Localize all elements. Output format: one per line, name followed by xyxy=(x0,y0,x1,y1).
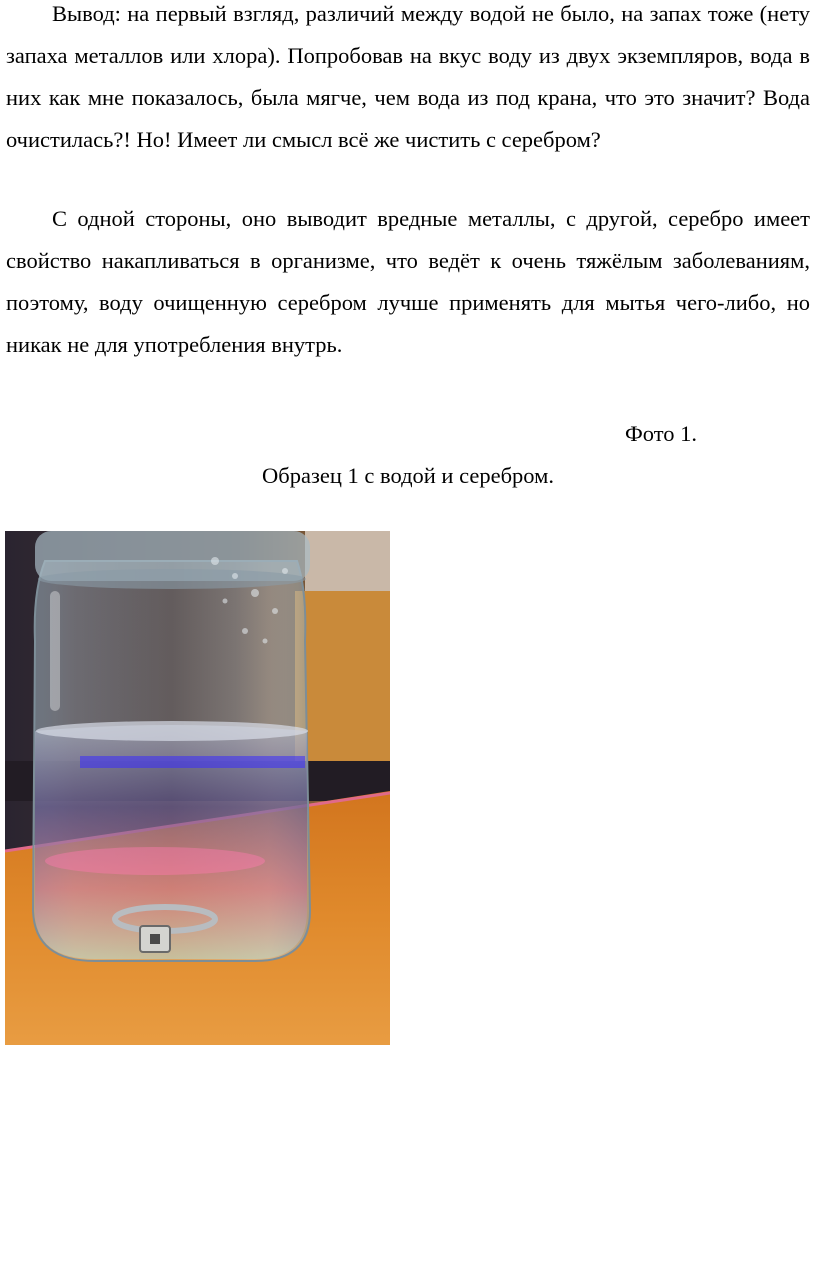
silver-discussion-paragraph: С одной стороны, оно выводит вредные металлы, с другой, серебро имеет свойство накапливаться в организме, что ведёт к очень тяжёлым заболеваниям, поэтому, воду очищенную серебром лучше применять для мытья чего-либо, но никак не для употребления внутрь. xyxy=(6,206,810,357)
photo-label: Фото 1. xyxy=(625,421,698,446)
conclusion-paragraph: Вывод: на первый взгляд, различий между водой не было, на запах тоже (нету запаха металлов или хлора). Попробовав на вкус воду из двух экземпляров, вода в них как мне показалось, была мягче, чем вода из под крана, что это значит? Вода очистилась?! Но! Имеет ли смысл всё же чистить с серебром? xyxy=(6,1,810,152)
photo-caption: Образец 1 с водой и серебром. xyxy=(262,463,554,488)
jar-photo xyxy=(5,531,390,1045)
